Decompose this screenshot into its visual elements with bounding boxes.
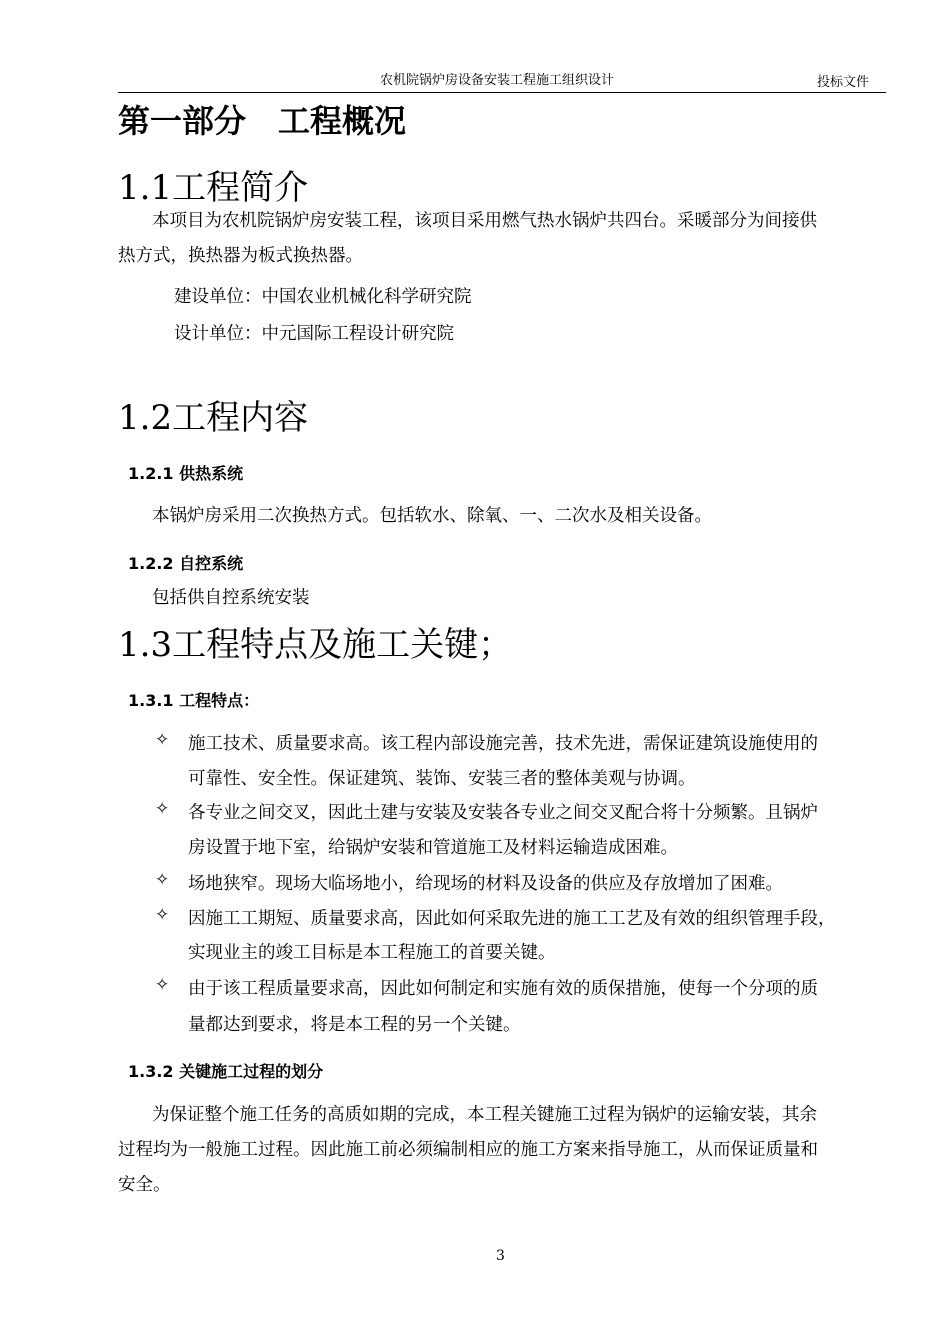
s1-1-para-line2: 热方式，换热器为板式换热器。 xyxy=(118,246,363,266)
bullet-1-line1: 施工技术、质量要求高。该工程内部设施完善，技术先进，需保证建筑设施使用的 xyxy=(188,734,818,754)
section-1-3-heading: 1.3工程特点及施工关键； xyxy=(118,625,513,665)
bullet-2-line2: 房设置于地下室，给锅炉安装和管道施工及材料运输造成困难。 xyxy=(188,838,678,858)
bullet-5-line1: 由于该工程质量要求高，因此如何制定和实施有效的质保措施，使每一个分项的质 xyxy=(188,979,818,999)
bullet-5-line2: 量都达到要求，将是本工程的另一个关键。 xyxy=(188,1015,521,1035)
builder-line: 建设单位：中国农业机械化科学研究院 xyxy=(174,287,472,307)
subsection-1-2-2-heading: 1.2.2 自控系统 xyxy=(128,554,244,573)
subsection-1-3-1-heading: 1.3.1 工程特点： xyxy=(128,691,260,710)
page-number: 3 xyxy=(496,1248,505,1264)
s1-1-para-line1: 本项目为农机院锅炉房安装工程，该项目采用燃气热水锅炉共四台。采暖部分为间接供 xyxy=(152,211,817,231)
bullet-3-line1: 场地狭窄。现场大临场地小，给现场的材料及设备的供应及存放增加了困难。 xyxy=(188,874,783,894)
bullet-diamond-icon: ✧ xyxy=(155,870,170,890)
header-doc-type: 投标文件 xyxy=(817,75,870,90)
bullet-diamond-icon: ✧ xyxy=(155,975,170,995)
s1-3-2-line3: 安全。 xyxy=(118,1175,171,1195)
header-rule xyxy=(118,92,886,93)
bullet-2-line1: 各专业之间交叉，因此土建与安装及安装各专业之间交叉配合将十分频繁。且锅炉 xyxy=(188,803,818,823)
bullet-diamond-icon: ✧ xyxy=(155,905,170,925)
subsection-1-3-2-heading: 1.3.2 关键施工过程的划分 xyxy=(128,1062,324,1081)
bullet-diamond-icon: ✧ xyxy=(155,799,170,819)
section-1-1-heading: 1.1工程简介 xyxy=(118,168,309,208)
s1-2-1-text: 本锅炉房采用二次换热方式。包括软水、除氧、一、二次水及相关设备。 xyxy=(152,506,712,526)
part-title: 第一部分 工程概况 xyxy=(118,102,407,140)
subsection-1-2-1-heading: 1.2.1 供热系统 xyxy=(128,464,244,483)
s1-2-2-text: 包括供自控系统安装 xyxy=(152,588,310,608)
bullet-1-line2: 可靠性、安全性。保证建筑、装饰、安装三者的整体美观与协调。 xyxy=(188,769,696,789)
s1-3-2-line1: 为保证整个施工任务的高质如期的完成，本工程关键施工过程为锅炉的运输安装，其余 xyxy=(152,1105,817,1125)
section-1-2-heading: 1.2工程内容 xyxy=(118,398,309,438)
s1-3-2-line2: 过程均为一般施工过程。因此施工前必须编制相应的施工方案来指导施工，从而保证质量和 xyxy=(118,1140,818,1160)
header-doc-title: 农机院锅炉房设备安装工程施工组织设计 xyxy=(380,73,615,88)
designer-line: 设计单位：中元国际工程设计研究院 xyxy=(174,324,454,344)
bullet-diamond-icon: ✧ xyxy=(155,730,170,750)
bullet-4-line2: 实现业主的竣工目标是本工程施工的首要关键。 xyxy=(188,943,556,963)
bullet-4-line1: 因施工工期短、质量要求高，因此如何采取先进的施工工艺及有效的组织管理手段， xyxy=(188,909,836,929)
